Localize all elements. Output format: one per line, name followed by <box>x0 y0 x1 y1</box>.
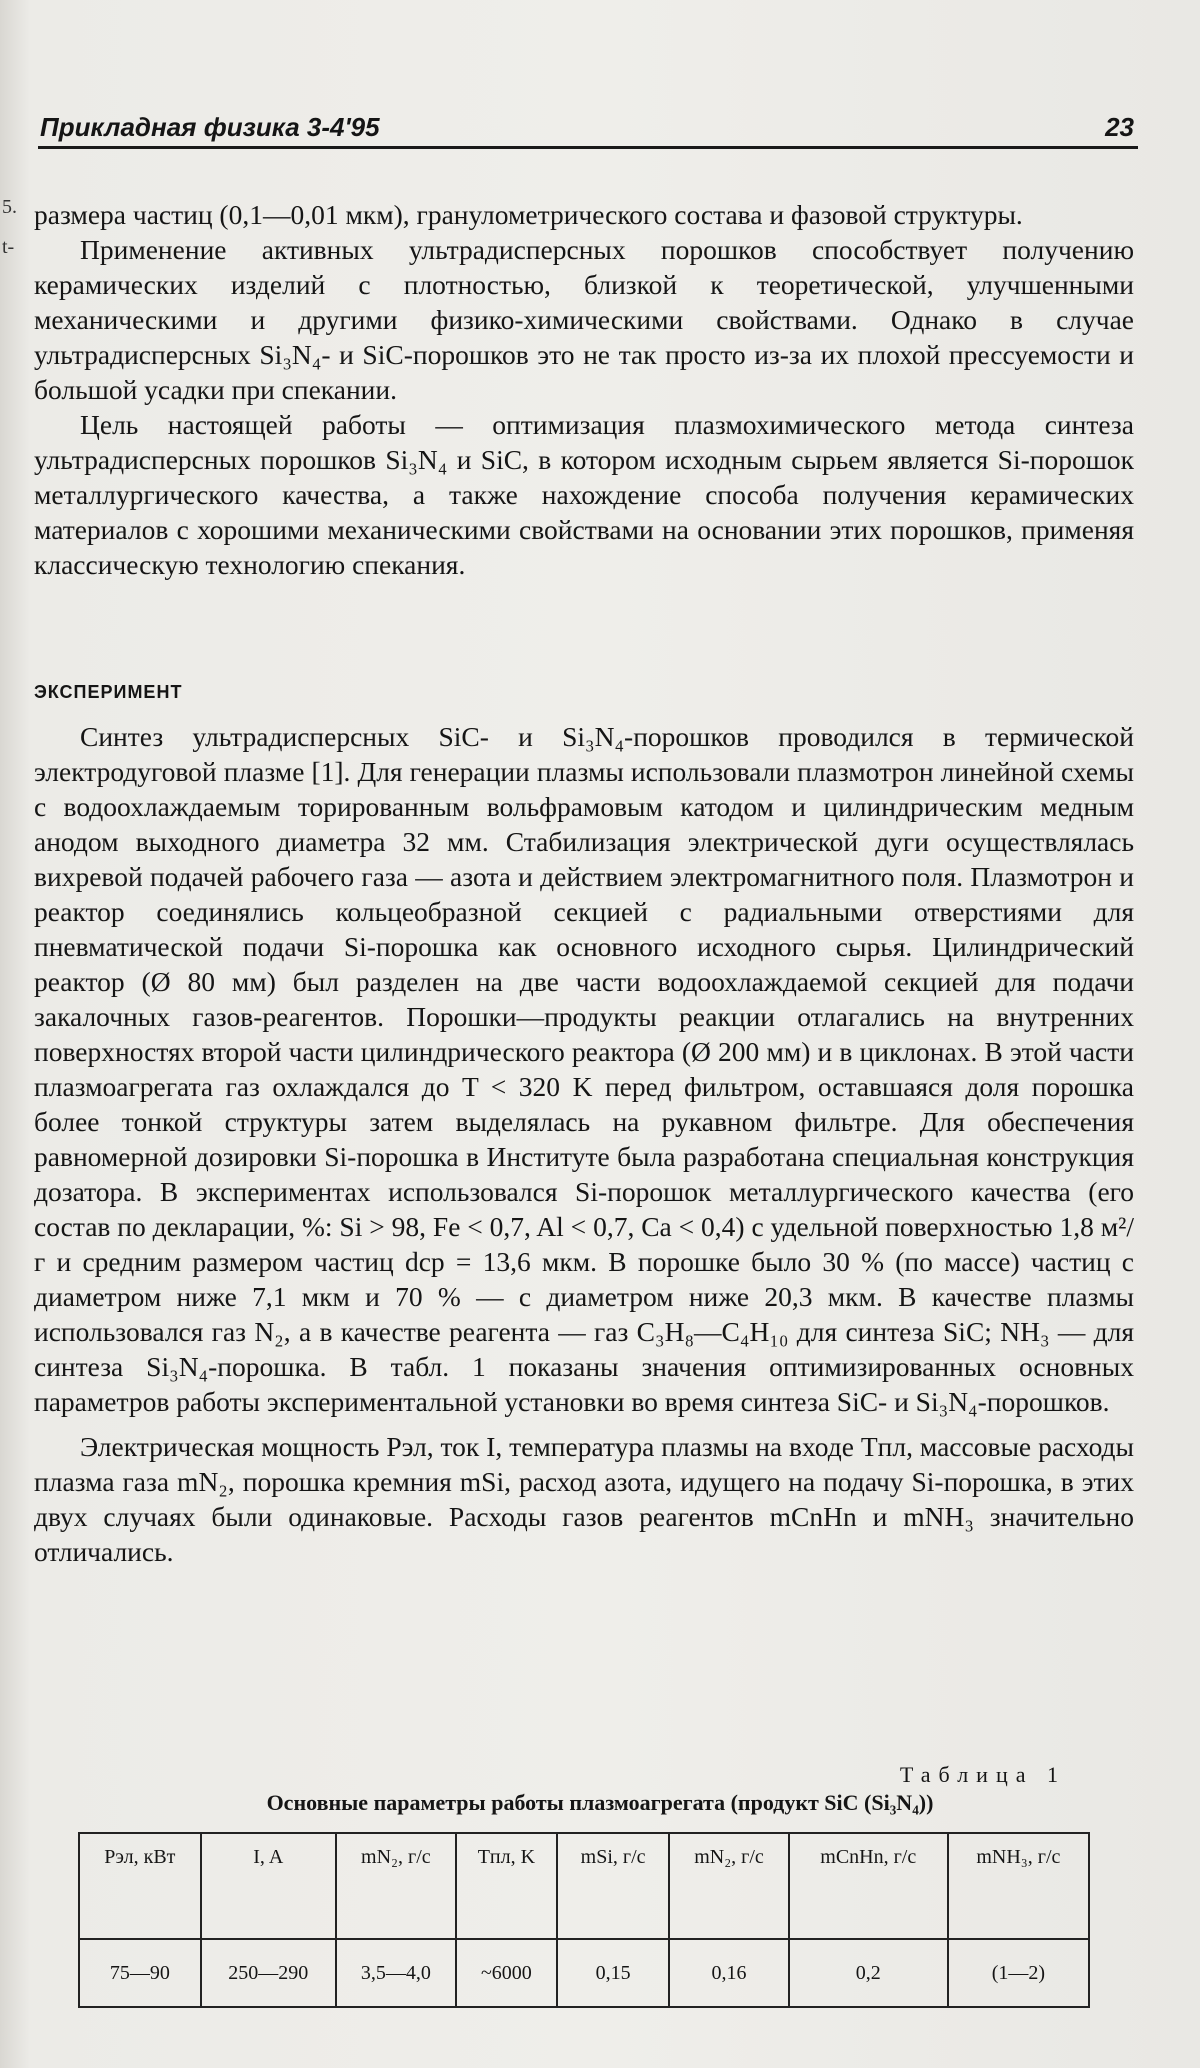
running-header <box>38 112 1138 149</box>
page-number: 23 <box>1105 112 1134 142</box>
table-cell: 3,5—4,0 <box>336 1939 456 2007</box>
section-heading: ЭКСПЕРИМЕНТ <box>34 682 183 702</box>
table-cell: 0,16 <box>669 1939 788 2007</box>
table-cell: 250—290 <box>201 1939 336 2007</box>
table-cell: (1—2) <box>948 1939 1089 2007</box>
margin-mark: 5. <box>2 196 17 218</box>
table-cell: 0,15 <box>557 1939 669 2007</box>
table-header-cell: Tпл, K <box>456 1833 557 1939</box>
paragraph: Синтез ультрадисперсных SiC- и Si₃N₄-порошков проводился в термической электродуговой плазме [1]. Для генерации плазмы использовали плазмотрон линейной схемы с водоохлаждаемым торированным вольфрамовым катодом и цилиндрическим медным анодом выходного диаметра 32 мм. Стабилизация электрической дуги осуществлялась вихревой подачей рабочего газа — азота и действием электромагнитного поля. Плазмотрон и реактор соединялись кольцеобразной секцией с радиальными отверстиями для пневматической подачи Si-порошка как основного исходного сырья. Цилиндрический реактор (Ø 80 мм) был разделен на две части водоохлаждаемой секцией для подачи закалочных газов-реагентов. Порошки—продукты реакции отлагались на внутренних поверхностях второй части цилиндрического реактора (Ø 200 мм) и в циклонах. В этой части плазмоагрегата газ охлаждался до T < 320 K перед фильтром, оставшаяся доля порошка более тонкой структуры затем выделялась на рукавном фильтре. Для обеспечения равномерной дозировки Si-порошка в Институте была разработана специальная конструкция дозатора. В экспериментах использовался Si-порошок металлургического качества (его состав по декларации, %: Si > 98, Fe < 0,7, Al < 0,7, Ca < 0,4) с удельной поверхностью 1,8 м²/г и средним размером частиц dср = 13,6 мкм. В порошке было 30 % (по массе) частиц с диаметром ниже 7,1 мкм и 70 % — с диаметром ниже 20,3 мкм. В качестве плазмы использовался газ N₂, а в качестве реагента — газ C₃H₈—C₄H₁₀ для синтеза SiC; NH₃ — для синтеза Si₃N₄-порошка. В табл. 1 показаны значения оптимизированных основных параметров работы экспериментальной установки во время синтеза SiC- и Si₃N₄-порошков. <box>34 721 1134 1417</box>
table-cell: ~6000 <box>456 1939 557 2007</box>
table-label: Таблица 1 <box>899 1762 1066 1787</box>
table-row <box>79 1939 1089 2007</box>
table-header-cell: Pэл, кВт <box>79 1833 201 1939</box>
table-cell: 0,2 <box>789 1939 948 2007</box>
table-header-cell: mNH₃, г/с <box>948 1833 1089 1939</box>
intro-text <box>34 197 1134 582</box>
experiment-text <box>34 719 1134 1569</box>
table-header-cell: mN₂, г/с <box>336 1833 456 1939</box>
table-caption: Основные параметры работы плазмоагрегата (продукт SiC (Si₃N₄)) <box>266 1790 934 1815</box>
table-header-cell: I, A <box>201 1833 336 1939</box>
table-cell: 75—90 <box>79 1939 201 2007</box>
paragraph: Электрическая мощность Pэл, ток I, температура плазмы на входе Tпл, массовые расходы плазма газа mN₂, порошка кремния mSi, расход азота, идущего на подачу Si-порошка, в этих двух случаях были одинаковые. Расходы газов реагентов mCnHn и mNH₃ значительно отличались. <box>34 1431 1134 1567</box>
table-header-cell: mN₂, г/с <box>669 1833 788 1939</box>
paragraph-continuation: размера частиц (0,1—0,01 мкм), гранулометрического состава и фазовой структуры. <box>34 199 1023 230</box>
table-header-row <box>79 1833 1089 1939</box>
table-header-cell: mCnHn, г/с <box>789 1833 948 1939</box>
margin-mark: t- <box>2 236 15 258</box>
parameters-table <box>78 1832 1090 2008</box>
journal-title: Прикладная физика 3-4'95 <box>40 112 380 142</box>
table-header-cell: mSi, г/с <box>557 1833 669 1939</box>
paragraph: Применение активных ультрадисперсных порошков способствует получению керамических изделий с плотностью, близкой к теоретической, улучшенными механическими и другими физико-химическими свойствами. Однако в случае ультрадисперсных Si₃N₄- и SiC-порошков это не так просто из-за их плохой прессуемости и большой усадки при спекании. <box>34 234 1134 405</box>
paragraph: Цель настоящей работы — оптимизация плазмохимического метода синтеза ультрадисперсных порошков Si₃N₄ и SiC, в котором исходным сырьем является Si-порошок металлургического качества, а также нахождение способа получения керамических материалов с хорошими механическими свойствами на основании этих порошков, применяя классическую технологию спекания. <box>34 409 1134 580</box>
